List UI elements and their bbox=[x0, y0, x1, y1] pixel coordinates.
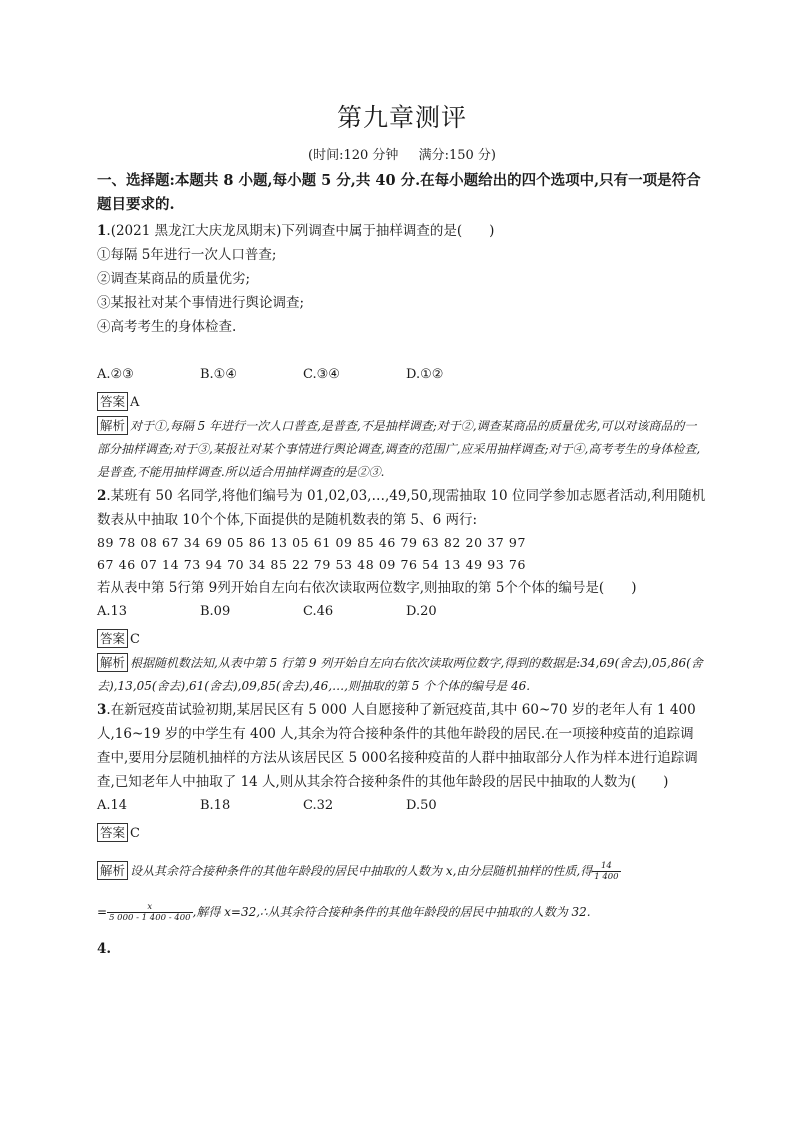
page-title: 第九章测评 bbox=[336, 103, 467, 132]
explanation-tag: 解析 bbox=[97, 653, 128, 672]
choice-b: B.09 bbox=[200, 604, 231, 619]
explanation-continued: = $\frac{x}{5 000 - 1 400 - 400}$ ,解得 x=32,∴从其余符合接种条件的其他年龄段的居民中抽取的人数为 32. bbox=[97, 902, 591, 923]
choices bbox=[97, 794, 707, 818]
page bbox=[97, 98, 707, 957]
question-1 bbox=[97, 219, 707, 243]
question-stem: .(2021 黑龙江大庆龙凤期末)下列调查中属于抽样调查的是( ) bbox=[106, 223, 495, 239]
explanation bbox=[97, 860, 707, 883]
answer-line bbox=[97, 628, 707, 652]
explanation-text: 对于①,每隔 5 年进行一次人口普查,是普查,不是抽样调查;对于②,调查某商品的质量优劣,可以对该商品的一部分抽样调查;对于③,某报社对某个事情进行舆论调查,调查的范围广,应采用抽样调查;对于④,高考考生的身体检查,是普查,不能用抽样调查.所以适合用抽样调查的是②③. bbox=[97, 419, 701, 479]
choice-b: B.①④ bbox=[200, 367, 237, 382]
fraction-numerator: x bbox=[107, 902, 192, 913]
question-stem: .在新冠疫苗试验初期,某居民区有 5 000 人自愿接种了新冠疫苗,其中 60~70 岁的老年人有 1 400 人,16~19 岁的中学生有 400 人,其余为符合接种条件的其他年龄段的居民.在一项接种疫苗的追踪调查中,要用分层随机抽样的方法从该居民区 5 000名接种疫苗的人群中抽取部分人作为样本进行追踪调查,已知老年人中抽取了 14 人,则从其余符合接种条件的其他年龄段的居民中抽取的人数为( ) bbox=[97, 702, 698, 790]
random-table-row-5: 89 78 08 67 34 69 05 86 13 05 61 09 85 46 79 63 82 20 37 97 bbox=[97, 535, 527, 550]
choice-a: A.14 bbox=[97, 798, 128, 813]
answer-tag: 答案 bbox=[97, 629, 128, 648]
choice-c: C.32 bbox=[303, 798, 334, 813]
full-score: 满分:150 分) bbox=[418, 148, 496, 163]
choice-d: D.20 bbox=[406, 604, 437, 619]
fraction-denominator: 5 000 - 1 400 - 400 bbox=[109, 913, 191, 923]
explanation-tag: 解析 bbox=[97, 861, 128, 880]
statement-4: ④高考考生的身体检查. bbox=[97, 319, 237, 335]
explanation bbox=[97, 415, 707, 484]
choice-c: C.46 bbox=[303, 604, 334, 619]
choice-d: D.50 bbox=[406, 798, 437, 813]
explanation-text: ,解得 x=32,∴从其余符合接种条件的其他年龄段的居民中抽取的人数为 32. bbox=[192, 905, 591, 919]
explanation-text: 设从其余符合接种条件的其他年龄段的居民中抽取的人数为 x,由分层随机抽样的性质,得 bbox=[130, 864, 593, 878]
answer-line bbox=[97, 391, 707, 415]
statement-1: ①每隔 5年进行一次人口普查; bbox=[97, 247, 277, 263]
question-stem-continued: 若从表中第 5行第 9列开始自左向右依次读取两位数字,则抽取的第 5个个体的编号是( ) bbox=[97, 580, 637, 596]
question-number: 3 bbox=[97, 702, 107, 718]
question-3 bbox=[97, 698, 707, 794]
choices bbox=[97, 363, 707, 387]
question-stem: .某班有 50 名同学,将他们编号为 01,02,03,…,49,50,现需抽取 10 位同学参加志愿者活动,利用随机数表从中抽取 10个个体,下面提供的是随机数表的第 5、6 两行: bbox=[97, 488, 706, 528]
section-heading: 一、选择题:本题共 8 小题,每小题 5 分,共 40 分.在每小题给出的四个选项中,只有一项是符合题目要求的. bbox=[97, 172, 701, 213]
fraction-old bbox=[592, 861, 620, 882]
explanation-tag: 解析 bbox=[97, 416, 128, 435]
explanation-text: 根据随机数法知,从表中第 5 行第 9 列开始自左向右依次读取两位数字,得到的数据是:34,69(舍去),05,86(舍去),13,05(舍去),61(舍去),09,85(舍去),46,…,则抽取的第 5 个个体的编号是 46. bbox=[97, 656, 703, 693]
statement-2: ②调查某商品的质量优劣; bbox=[97, 271, 251, 287]
fraction-numerator: 14 bbox=[592, 861, 620, 872]
answer-value: A bbox=[130, 395, 140, 410]
choice-a: A.②③ bbox=[97, 367, 134, 382]
question-2 bbox=[97, 484, 707, 532]
exam-info bbox=[97, 144, 707, 163]
answer-value: C bbox=[130, 826, 140, 841]
statement-3: ③某报社对某个事情进行舆论调查; bbox=[97, 295, 305, 311]
question-4-number: 4. bbox=[97, 941, 112, 957]
time-limit: (时间:120 分钟 bbox=[308, 148, 399, 163]
choices bbox=[97, 600, 707, 624]
choice-c: C.③④ bbox=[303, 367, 340, 382]
random-table-row-6: 67 46 07 14 73 94 70 34 85 22 79 53 48 09 76 54 13 49 93 76 bbox=[97, 557, 527, 572]
answer-line bbox=[97, 822, 707, 846]
answer-tag: 答案 bbox=[97, 392, 128, 411]
choice-d: D.①② bbox=[406, 367, 444, 382]
answer-tag: 答案 bbox=[97, 823, 128, 842]
choice-a: A.13 bbox=[97, 604, 128, 619]
explanation bbox=[97, 652, 707, 698]
question-number: 1 bbox=[97, 223, 107, 239]
fraction-other bbox=[107, 902, 192, 923]
choice-b: B.18 bbox=[200, 798, 231, 813]
fraction-denominator: 1 400 bbox=[594, 872, 619, 882]
answer-value: C bbox=[130, 632, 140, 647]
question-number: 2 bbox=[97, 488, 107, 504]
